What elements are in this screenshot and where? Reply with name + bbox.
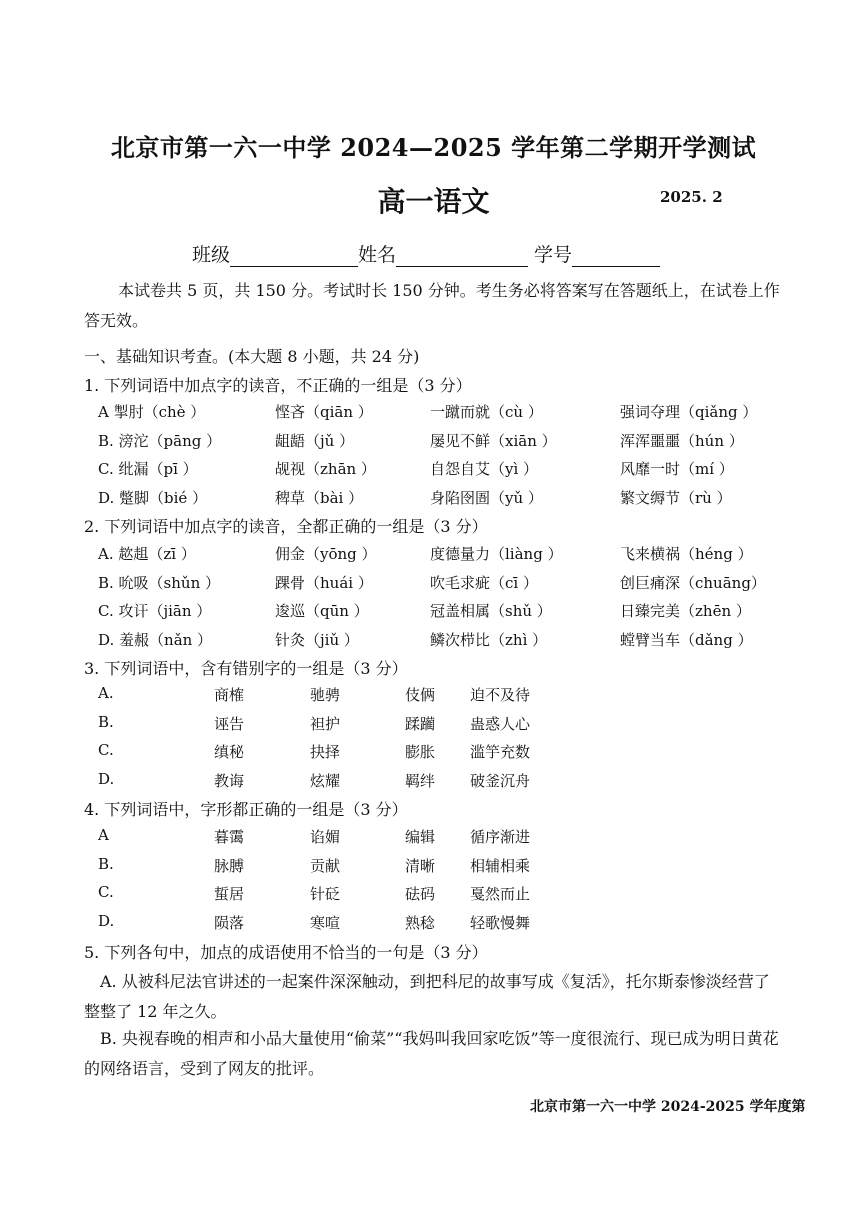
q2-option-cell: B. 吮吸（shǔn ）: [98, 573, 221, 592]
question-4-stem: 4. 下列词语中，字形都正确的一组是（3 分）: [84, 800, 408, 819]
q4-option-cell: 针砭: [310, 885, 341, 903]
q1-option-cell: 稗草（bài ）: [275, 488, 364, 507]
question-1-stem: 1. 下列词语中加点字的读音，不正确的一组是（3 分）: [84, 376, 472, 395]
q3-option-cell: 蛊惑人心: [470, 714, 531, 733]
q2-option-cell: 日臻完美（zhēn ）: [620, 602, 751, 620]
q1-option-cell: 繁文缛节（rù ）: [620, 488, 732, 507]
question-5-option-b: B. 央视春晚的相声和小品大量使用“偷菜”“我妈叫我回家吃饭”等一度很流行、现已成为明日黄花的网络语言，受到了网友的批评。: [84, 1029, 779, 1078]
question-5-stem: 5. 下列各句中，加点的成语使用不恰当的一句是（3 分）: [84, 943, 488, 962]
name-blank: [396, 248, 528, 267]
q4-option-cell: 相辅相乘: [470, 856, 531, 875]
id-label: 学号: [534, 244, 573, 266]
q4-option-cell: 暮霭: [214, 828, 245, 846]
q2-option-cell: 飞来横祸（héng ）: [620, 545, 753, 563]
exam-title: 北京市第一六一中学 2024—2025 学年第二学期开学测试: [110, 133, 757, 162]
q3-option-cell: 驰骋: [310, 686, 341, 704]
q3-option-cell: 缜秘: [214, 743, 245, 761]
q4-option-cell: 清晰: [405, 856, 436, 875]
q1-option-cell: C. 纰漏（pī ）: [98, 460, 198, 478]
q2-option-cell: C. 攻讦（jiān ）: [98, 602, 212, 620]
q2-option-cell: 冠盖相属（shǔ ）: [430, 602, 552, 620]
q3-option-cell: A.: [98, 684, 114, 702]
q4-option-cell: C.: [98, 883, 114, 901]
student-info-line: [192, 240, 660, 267]
q3-option-cell: 抉择: [310, 743, 341, 761]
q3-option-cell: 蹂躏: [405, 714, 436, 733]
q4-option-cell: 编辑: [405, 828, 436, 846]
q4-option-cell: 脉膊: [214, 856, 245, 875]
q1-option-cell: 悭吝（qiān ）: [275, 403, 373, 421]
q1-option-cell: 身陷囹圄（yǔ ）: [430, 488, 543, 507]
q3-option-cell: 破釜沉舟: [470, 771, 531, 790]
q2-option-cell: 鳞次栉比（zhì ）: [430, 630, 548, 649]
q2-option-cell: 吹毛求疵（cī ）: [430, 573, 538, 592]
q4-option-cell: 谄媚: [310, 828, 341, 846]
q2-option-cell: 螳臂当车（dǎng ）: [620, 630, 753, 649]
q3-option-cell: 教诲: [214, 771, 245, 790]
q4-option-cell: 蜇居: [214, 885, 245, 903]
q4-option-cell: 陨落: [214, 913, 245, 932]
q3-option-cell: 商榷: [214, 686, 245, 704]
section-heading: 一、基础知识考查。(本大题 8 小题，共 24 分): [84, 347, 420, 366]
subject-title: 高一语文: [377, 185, 490, 218]
q4-option-cell: 砝码: [405, 885, 436, 903]
q2-option-cell: 佣金（yōng ）: [275, 545, 377, 563]
q1-option-cell: 自怨自艾（yì ）: [430, 460, 539, 478]
q1-option-cell: 屡见不鲜（xiān ）: [430, 431, 557, 450]
question-5-option-a: A. 从被科尼法官讲述的一起案件深深触动，到把科尼的故事写成《复活》，托尔斯泰惨淡经营了整整了 12 年之久。: [84, 972, 770, 1021]
q4-option-cell: D.: [98, 911, 115, 930]
question-2-stem: 2. 下列词语中加点字的读音，全都正确的一组是（3 分）: [84, 517, 488, 536]
class-blank: [230, 248, 358, 267]
q3-option-cell: C.: [98, 741, 114, 759]
id-blank: [572, 248, 660, 267]
page-footer: 北京市第一六一中学 2024-2025 学年度第: [530, 1099, 806, 1115]
q1-option-cell: A 掣肘（chè ）: [98, 403, 206, 421]
q4-option-cell: A: [98, 826, 109, 844]
q1-option-cell: 觇视（zhān ）: [275, 460, 376, 478]
q4-option-cell: 戛然而止: [470, 885, 531, 903]
q2-option-cell: A. 趑趄（zī ）: [98, 545, 196, 563]
q3-option-cell: 诬告: [214, 714, 245, 733]
exam-instructions: 本试卷共 5 页，共 150 分。考试时长 150 分钟。考生务必将答案写在答题纸上，在试卷上作答无效。: [84, 281, 780, 330]
q2-option-cell: 针灸（jiǔ ）: [275, 630, 359, 649]
q3-option-cell: D.: [98, 769, 115, 788]
exam-date: 2025. 2: [660, 188, 723, 206]
q3-option-cell: B.: [98, 712, 114, 731]
q2-option-cell: 逡巡（qūn ）: [275, 602, 369, 620]
q4-option-cell: 循序渐进: [470, 828, 531, 846]
q2-option-cell: 度德量力（liàng ）: [430, 545, 563, 563]
q3-option-cell: 伎俩: [405, 686, 436, 704]
q4-option-cell: 熟稔: [405, 913, 436, 932]
q3-option-cell: 羁绊: [405, 771, 436, 790]
q2-option-cell: 踝骨（huái ）: [275, 573, 373, 592]
q3-option-cell: 袒护: [310, 714, 341, 733]
q4-option-cell: 轻歌慢舞: [470, 913, 531, 932]
q2-option-cell: D. 羞赧（nǎn ）: [98, 630, 213, 649]
q4-option-cell: 寒喧: [310, 913, 341, 932]
q1-option-cell: 风靡一时（mí ）: [620, 460, 734, 478]
q1-option-cell: B. 滂沱（pāng ）: [98, 431, 222, 450]
class-label: 班级: [192, 244, 231, 266]
q1-option-cell: D. 蹩脚（bié ）: [98, 488, 208, 507]
question-3-stem: 3. 下列词语中，含有错别字的一组是（3 分）: [84, 659, 408, 678]
q3-option-cell: 滥竽充数: [470, 743, 531, 761]
q1-option-cell: 浑浑噩噩（hún ）: [620, 431, 744, 450]
q1-option-cell: 强词夺理（qiǎng ）: [620, 403, 758, 421]
q3-option-cell: 膨胀: [405, 743, 436, 761]
q1-option-cell: 一蹴而就（cù ）: [430, 403, 543, 421]
q3-option-cell: 炫耀: [310, 771, 341, 790]
q2-option-cell: 创巨痛深（chuāng）: [620, 573, 766, 592]
q4-option-cell: B.: [98, 854, 114, 873]
q3-option-cell: 迫不及待: [470, 686, 531, 704]
name-label: 姓名: [358, 244, 397, 266]
q1-option-cell: 龃龉（jǔ ）: [275, 431, 355, 450]
q4-option-cell: 贡献: [310, 856, 341, 875]
